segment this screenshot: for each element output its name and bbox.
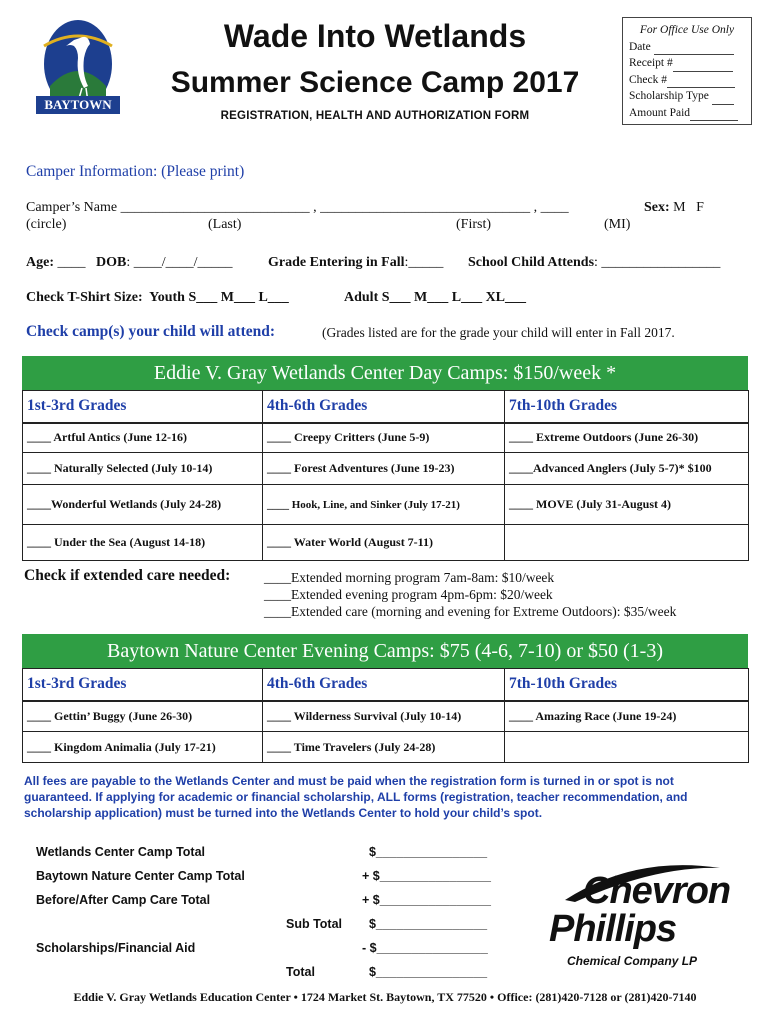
camp-option[interactable]: ____ Extreme Outdoors (June 26-30)	[505, 423, 749, 453]
age-field[interactable]: ____	[54, 255, 86, 270]
day-camps-banner: Eddie V. Gray Wetlands Center Day Camps: $150/week *	[22, 356, 748, 390]
camp-option[interactable]: ____ Creepy Critters (June 5-9)	[263, 423, 505, 453]
camp-option	[505, 732, 749, 763]
camp-option[interactable]: ____ Time Travelers (July 24-28)	[263, 732, 505, 763]
page-title: Wade Into Wetlands	[223, 18, 527, 54]
table-row	[23, 525, 749, 561]
sex-label: Sex:	[644, 200, 670, 215]
office-date-field[interactable]	[654, 42, 734, 55]
col-header: 4th-6th Grades	[263, 391, 505, 423]
camp-option[interactable]: ____ Gettin’ Buggy (June 26-30)	[23, 701, 263, 732]
day-camps-table	[22, 390, 749, 561]
grade-line[interactable]	[268, 255, 443, 271]
table-row	[23, 701, 749, 732]
sponsor-line2: Phillips	[549, 908, 677, 950]
sub-last: (Last)	[208, 217, 242, 232]
office-check-row	[629, 72, 745, 89]
camp-option[interactable]: ____ Artful Antics (June 12-16)	[23, 423, 263, 453]
table-header-row	[23, 669, 749, 701]
camp-option[interactable]: ____ Wilderness Survival (July 10-14)	[263, 701, 505, 732]
baytown-logo	[36, 16, 120, 128]
office-receipt-label: Receipt #	[629, 57, 673, 69]
camp-option[interactable]: ____ Water World (August 7-11)	[263, 525, 505, 561]
total-label-scholarships: Scholarships/Financial Aid	[36, 941, 196, 955]
age-dob-line[interactable]	[26, 255, 233, 271]
sex-field[interactable]	[644, 200, 704, 216]
tshirt-adult-line[interactable]: Adult S___ M___ L___ XL___	[344, 290, 527, 305]
sub-first: (First)	[456, 217, 491, 232]
office-amount-row	[629, 105, 745, 122]
camp-option[interactable]: ____Advanced Anglers (July 5-7)* $100	[505, 453, 749, 485]
tshirt-youth-line[interactable]: Check T-Shirt Size: Youth S___ M___ L___	[26, 290, 289, 305]
col-header: 7th-10th Grades	[505, 391, 749, 423]
col-header: 7th-10th Grades	[505, 669, 749, 701]
school-label: School Child Attends	[468, 255, 595, 270]
total-field-total[interactable]: $________________	[362, 965, 488, 979]
office-check-field[interactable]	[667, 75, 735, 88]
dob-label: DOB	[96, 255, 127, 270]
sponsor-line3: Chemical Company LP	[567, 954, 698, 968]
evening-camps-table	[22, 668, 749, 763]
office-heading: For Office Use Only	[639, 24, 735, 36]
camper-name-line[interactable]: Camper’s Name ___________________________ , ______________________________ , ____	[26, 200, 569, 215]
camp-option	[505, 525, 749, 561]
form-name: REGISTRATION, HEALTH AND AUTHORIZATION FORM	[220, 110, 530, 122]
camp-option[interactable]: ____ Forest Adventures (June 19-23)	[263, 453, 505, 485]
total-label-subtotal: Sub Total	[286, 917, 343, 931]
sub-circle: (circle)	[26, 217, 67, 232]
evening-camps-banner: Baytown Nature Center Evening Camps: $75 (4-6, 7-10) or $50 (1-3)	[22, 634, 748, 668]
school-line[interactable]	[468, 255, 720, 271]
col-header: 4th-6th Grades	[263, 669, 505, 701]
office-date-label: Date	[629, 40, 651, 53]
office-use-box	[622, 17, 752, 125]
col-header: 1st-3rd Grades	[23, 669, 263, 701]
age-label: Age:	[26, 255, 54, 270]
camps-check-note: (Grades listed are for the grade your child will enter in Fall 2017.	[322, 325, 675, 340]
office-scholarship-label: Scholarship Type	[629, 90, 709, 102]
camp-option[interactable]: ____ Naturally Selected (July 10-14)	[23, 453, 263, 485]
office-receipt-field[interactable]	[673, 59, 733, 72]
camp-option[interactable]: ____ Amazing Race (June 19-24)	[505, 701, 749, 732]
total-field-wetlands[interactable]: $________________	[362, 845, 488, 859]
total-field-scholarships[interactable]: - $________________	[362, 941, 488, 955]
office-date-row	[629, 39, 745, 56]
logo-text: BAYTOWN	[36, 96, 120, 114]
dob-field[interactable]: : ____/____/_____	[126, 255, 233, 270]
chevron-phillips-logo	[545, 860, 745, 980]
camp-option[interactable]: ____ MOVE (July 31-August 4)	[505, 485, 749, 525]
camp-option[interactable]: ____ Kingdom Animalia (July 17-21)	[23, 732, 263, 763]
total-label-total: Total	[286, 965, 315, 979]
sponsor-line1: Chevron	[583, 870, 731, 912]
table-row	[23, 423, 749, 453]
grade-field[interactable]: :_____	[404, 255, 444, 270]
fees-note: All fees are payable to the Wetlands Center and must be paid when the registration form is turned in or spot is not guaranteed. If applying for academic or financial scholarship, ALL forms (registration, teacher recommendation, and scholarship application) must be turned into the Wetlands Center to hold your child’s spot.	[24, 774, 688, 820]
total-field-subtotal[interactable]: $________________	[362, 917, 488, 931]
extended-morning-option[interactable]: ____Extended morning program 7am-8am: $10/week	[264, 570, 555, 585]
camp-option[interactable]: ____ Hook, Line, and Sinker (July 17-21)	[263, 485, 505, 525]
total-field-nature-center[interactable]: + $________________	[362, 869, 491, 883]
table-row	[23, 732, 749, 763]
school-field[interactable]: : _________________	[594, 255, 721, 270]
camp-option[interactable]: ____ Under the Sea (August 14-18)	[23, 525, 263, 561]
footer-address: Eddie V. Gray Wetlands Education Center • 1724 Market St. Baytown, TX 77520 • Office: (281)420-7128 or (281)420-7140	[73, 990, 697, 1004]
col-header: 1st-3rd Grades	[23, 391, 263, 423]
extended-evening-option[interactable]: ____Extended evening program 4pm-6pm: $20/week	[264, 587, 553, 602]
extended-care-heading: Check if extended care needed:	[24, 567, 231, 584]
total-field-camp-care[interactable]: + $________________	[362, 893, 491, 907]
total-label-wetlands: Wetlands Center Camp Total	[36, 845, 206, 859]
table-header-row	[23, 391, 749, 423]
sex-options[interactable]: M F	[673, 200, 704, 215]
grade-label: Grade Entering in Fall	[268, 255, 405, 270]
camper-info-heading: Camper Information: (Please print)	[26, 163, 245, 180]
office-amount-label: Amount Paid	[629, 106, 691, 119]
table-row	[23, 453, 749, 485]
extended-both-option[interactable]: ____Extended care (morning and evening for Extreme Outdoors): $35/week	[264, 604, 677, 619]
camp-option[interactable]: ____Wonderful Wetlands (July 24-28)	[23, 485, 263, 525]
office-check-label: Check #	[629, 73, 668, 86]
table-row	[23, 485, 749, 525]
camps-check-heading: Check camp(s) your child will attend:	[26, 323, 276, 340]
total-label-nature-center: Baytown Nature Center Camp Total	[36, 869, 245, 883]
office-amount-field[interactable]	[690, 108, 738, 121]
office-scholarship-row	[629, 88, 745, 105]
office-scholarship-field[interactable]	[712, 92, 734, 105]
page-subtitle: Summer Science Camp 2017	[170, 66, 580, 99]
total-label-camp-care: Before/After Camp Care Total	[36, 893, 211, 907]
office-receipt-row	[629, 55, 745, 72]
sub-mi: (MI)	[604, 217, 631, 232]
